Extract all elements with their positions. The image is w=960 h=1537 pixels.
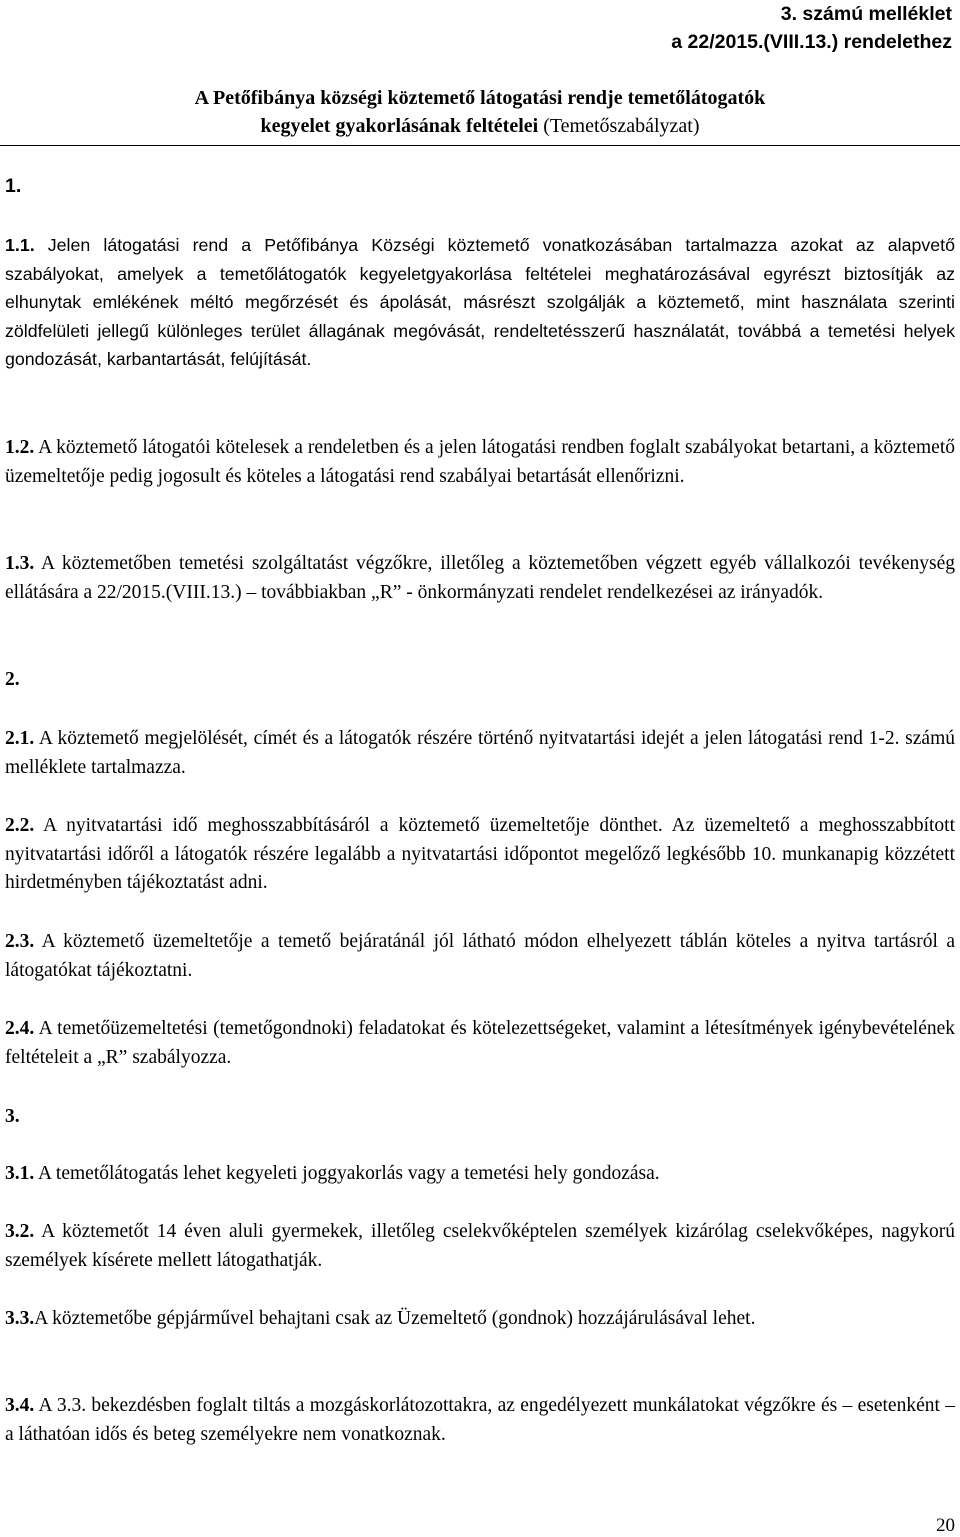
paragraph-3-1	[5, 1160, 955, 1189]
annex-reference	[671, 0, 952, 56]
document-title	[0, 84, 960, 140]
title-divider	[0, 145, 960, 146]
paragraph-3-2	[5, 1218, 955, 1275]
paragraph-2-4	[5, 1015, 955, 1072]
title-line-2-rest: (Temetőszabályzat)	[538, 115, 700, 137]
paragraph-3-4-text: A 3.3. bekezdésben foglalt tiltás a mozgáskorlátozottakra, az engedélyezett munkálatokat végzőkre és – esetenként – a láthatóan idős és beteg személyekre nem vonatkoznak.	[5, 1395, 955, 1445]
paragraph-2-2	[5, 812, 955, 898]
paragraph-2-3	[5, 928, 955, 985]
page-number: 20	[936, 1515, 955, 1536]
paragraph-3-3	[5, 1305, 955, 1334]
paragraph-2-4-text: A temetőüzemeltetési (temetőgondnoki) feladatokat és kötelezettségeket, valamint a létesítmények igénybevételének feltételeit a „R” szabályozza.	[5, 1018, 955, 1068]
paragraph-1-3-number: 1.3.	[5, 553, 35, 574]
paragraph-2-4-number: 2.4.	[5, 1018, 35, 1039]
paragraph-1-1-number: 1.1.	[5, 235, 35, 255]
paragraph-1-1-text: Jelen látogatási rend a Petőfibánya Községi köztemető vonatkozásában tartalmazza azokat az alapvető szabályokat, amelyek a temetőlátogatók kegyeletgyakorlása feltételei meghatározásával egyrészt biztosítják az elhunytak emlékének méltó megőrzését és ápolását, másrészt szolgálják a köztemető, mint használata szerinti zöldfelületi jellegű különleges terület állagának megóvását, rendeltetésszerű használatát, továbbá a temetési helyek gondozását, karbantartását, felújítását.	[5, 235, 955, 370]
title-line-1: A Petőfibánya községi köztemető látogatási rendje temetőlátogatók	[194, 87, 766, 109]
section-1-heading: 1.	[5, 175, 22, 197]
section-2-heading: 2.	[5, 669, 20, 690]
paragraph-2-2-number: 2.2.	[5, 815, 35, 836]
annex-decree: a 22/2015.(VIII.13.) rendelethez	[671, 31, 952, 53]
paragraph-2-1-text: A köztemető megjelölését, címét és a látogatók részére történő nyitvatartási idejét a jelen látogatási rend 1-2. számú melléklete tartalmazza.	[5, 728, 955, 778]
annex-number: 3. számú melléklet	[780, 3, 952, 25]
paragraph-3-1-text: A temetőlátogatás lehet kegyeleti joggyakorlás vagy a temetési hely gondozása.	[34, 1163, 660, 1184]
paragraph-2-1-number: 2.1.	[5, 728, 35, 749]
paragraph-3-2-number: 3.2.	[5, 1221, 35, 1242]
paragraph-2-3-text: A köztemető üzemeltetője a temető bejáratánál jól látható módon elhelyezett táblán köteles a nyitva tartásról a látogatókat tájékoztatni.	[5, 931, 955, 981]
section-3-heading: 3.	[5, 1106, 20, 1127]
paragraph-3-4	[5, 1392, 955, 1449]
paragraph-3-3-number: 3.3.	[5, 1308, 35, 1329]
paragraph-2-2-text: A nyitvatartási idő meghosszabbításáról a köztemető üzemeltetője dönthet. Az üzemeltető a meghosszabbított nyitvatartási időről a látogatók részére legalább a nyitvatartási időpontot megelőző legkésőbb 10. munkanapig közzétett hirdetményben tájékoztatást adni.	[5, 815, 955, 894]
paragraph-3-4-number: 3.4.	[5, 1395, 35, 1416]
paragraph-1-3-text: A köztemetőben temetési szolgáltatást végzőkre, illetőleg a köztemetőben végzett egyéb vállalkozói tevékenység ellátására a 22/2015.(VIII.13.) – továbbiakban „R” - önkormányzati rendelet rendelkezései az irányadók.	[5, 553, 955, 603]
paragraph-3-3-text: A köztemetőbe gépjárművel behajtani csak az Üzemeltető (gondnok) hozzájárulásával lehet.	[34, 1308, 756, 1329]
paragraph-1-2	[5, 434, 955, 491]
paragraph-1-3	[5, 550, 955, 607]
paragraph-2-1	[5, 725, 955, 782]
paragraph-2-3-number: 2.3.	[5, 931, 35, 952]
paragraph-1-2-text: A köztemető látogatói kötelesek a rendeletben és a jelen látogatási rendben foglalt szabályokat betartani, a köztemető üzemeltetője pedig jogosult és köteles a látogatási rend szabályai betartását ellenőrizni.	[5, 437, 955, 487]
paragraph-3-2-text: A köztemetőt 14 éven aluli gyermekek, illetőleg cselekvőképtelen személyek kizárólag cselekvőképes, nagykorú személyek kísérete mellett látogathatják.	[5, 1221, 955, 1271]
title-line-2-bold: kegyelet gyakorlásának feltételei	[260, 115, 539, 137]
paragraph-3-1-number: 3.1.	[5, 1163, 35, 1184]
paragraph-1-1	[5, 231, 955, 374]
paragraph-1-2-number: 1.2.	[5, 437, 35, 458]
